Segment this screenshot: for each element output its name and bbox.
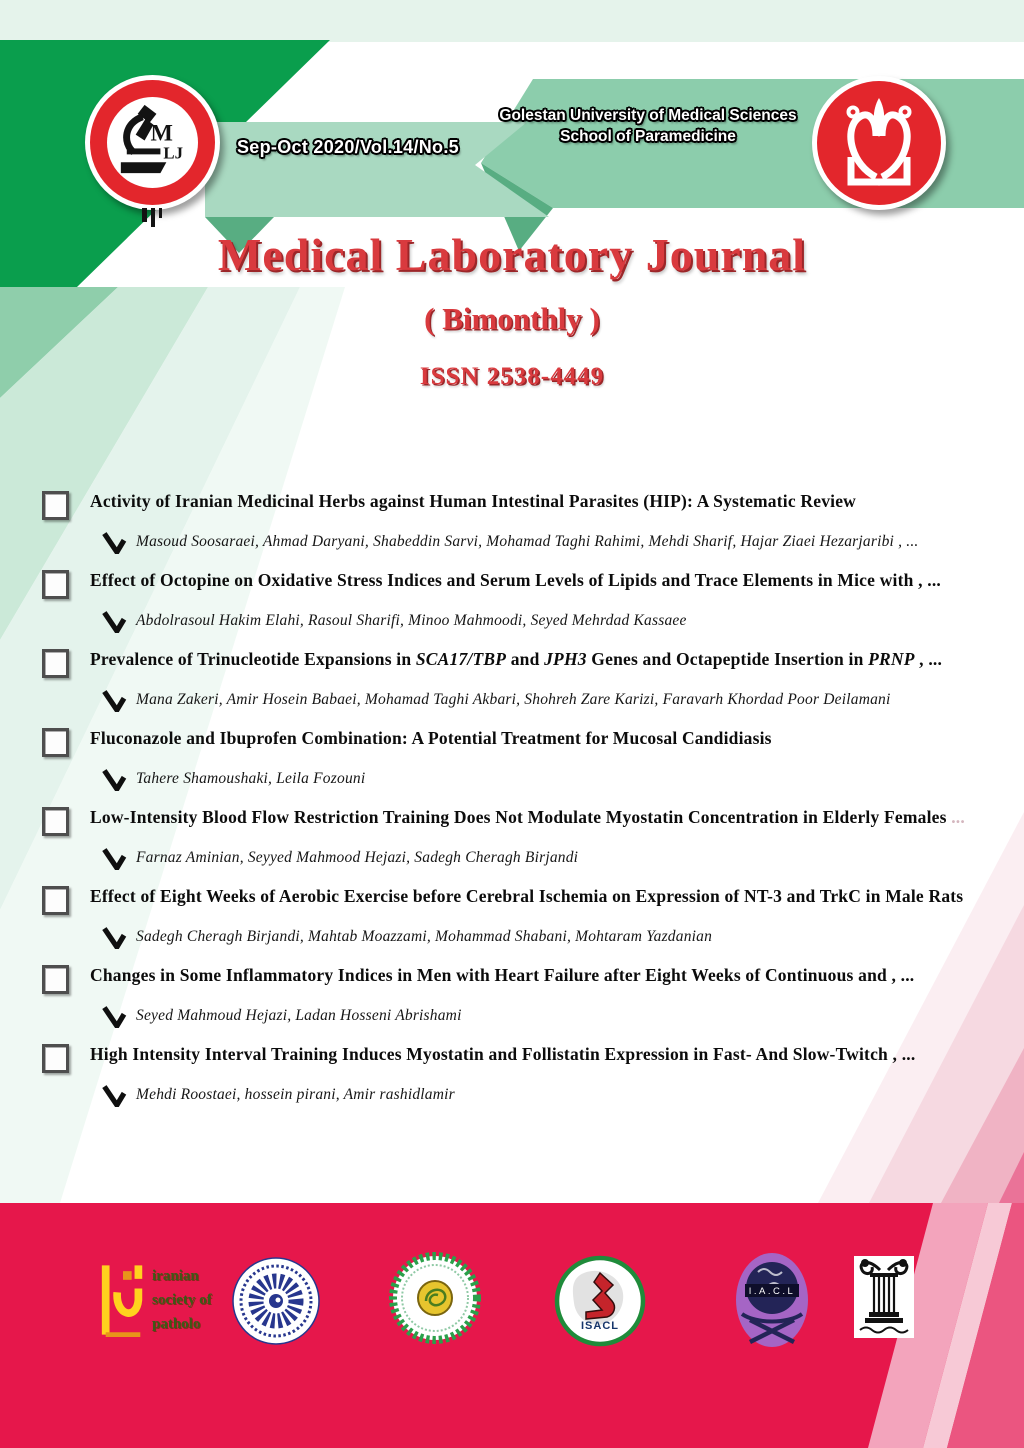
golestan-emblem-icon bbox=[817, 81, 941, 205]
isacl-seal bbox=[554, 1255, 646, 1352]
pathology-text-line3: patholo bbox=[152, 1316, 201, 1332]
article-row bbox=[40, 647, 1018, 726]
university-line1: Golestan University of Medical Sciences bbox=[499, 107, 797, 124]
article-title: Effect of Octopine on Oxidative Stress Indices and Serum Levels of Lipids and Trace Elements in Mice with , ... bbox=[90, 570, 942, 590]
article-title: Prevalence of Trinucleotide Expansions in SCA17/TBP and JPH3 Genes and Octapeptide Insertion in PRNP , ... bbox=[90, 649, 943, 669]
article-row bbox=[40, 726, 1018, 805]
university-line2: School of Paramedicine bbox=[560, 128, 736, 145]
ornate-green-seal bbox=[388, 1251, 482, 1350]
article-title: Effect of Eight Weeks of Aerobic Exercise before Cerebral Ischemia on Expression of NT-3 and TrkC in Male Rats bbox=[90, 886, 964, 906]
checkmark-icon bbox=[102, 608, 127, 633]
mlj-logo-inner-disc bbox=[107, 97, 198, 188]
svg-text:M: M bbox=[150, 120, 173, 147]
column-emblem-icon bbox=[854, 1256, 914, 1338]
iacl-label: I.A.C.L bbox=[748, 1286, 796, 1297]
issn-number: ISSN 2538-4449 bbox=[419, 363, 605, 390]
article-title: Changes in Some Inflammatory Indices in Men with Heart Failure after Eight Weeks of Continuous and , ... bbox=[90, 965, 915, 985]
pathology-text-line2: society of bbox=[152, 1292, 212, 1308]
article-authors: Tahere Shamoushaki, Leila Fozouni bbox=[136, 769, 366, 787]
parasitology-society-seal bbox=[231, 1256, 321, 1351]
checkbox-icon[interactable] bbox=[42, 728, 69, 757]
checkmark-icon bbox=[102, 924, 127, 949]
university-name bbox=[490, 105, 806, 147]
isacl-seal-icon bbox=[554, 1255, 646, 1347]
article-row bbox=[40, 568, 1018, 647]
article-row bbox=[40, 963, 1018, 1042]
checkbox-icon[interactable] bbox=[42, 491, 69, 520]
article-row bbox=[40, 489, 1018, 568]
checkbox-icon[interactable] bbox=[42, 649, 69, 678]
checkbox-icon[interactable] bbox=[42, 965, 69, 994]
golestan-university-logo bbox=[812, 76, 946, 210]
article-row bbox=[40, 1042, 1018, 1121]
article-title: Fluconazole and Ibuprofen Combination: A Potential Treatment for Mucosal Candidiasis bbox=[90, 728, 772, 748]
article-authors: Abdolrasoul Hakim Elahi, Rasoul Sharifi, Minoo Mahmoodi, Seyed Mehrdad Kassaee bbox=[136, 611, 687, 629]
article-list bbox=[40, 489, 1018, 1121]
article-authors: Mana Zakeri, Amir Hosein Babaei, Mohamad Taghi Akbari, Shohreh Zare Karizi, Faravarh Khordad Poor Deilamani bbox=[136, 690, 891, 708]
iacl-seal-icon bbox=[734, 1251, 810, 1349]
checkmark-icon bbox=[102, 845, 127, 870]
article-authors: Masoud Soosaraei, Ahmad Daryani, Shabeddin Sarvi, Mohamad Taghi Rahimi, Mehdi Sharif, Hajar Ziaei Hezarjaribi , ... bbox=[136, 532, 919, 550]
frequency-label: ( Bimonthly ) bbox=[424, 301, 600, 336]
article-authors: Farnaz Aminian, Seyyed Mahmood Hejazi, Sadegh Cheragh Birjandi bbox=[136, 848, 579, 866]
checkmark-icon bbox=[102, 766, 127, 791]
pathology-text-line1: iranian bbox=[152, 1268, 199, 1284]
checkbox-icon[interactable] bbox=[42, 807, 69, 836]
checkmark-icon bbox=[102, 1003, 127, 1028]
column-emblem bbox=[854, 1256, 914, 1338]
mlj-logo-red-disc bbox=[90, 80, 215, 205]
journal-title: Medical Laboratory Journal bbox=[217, 229, 807, 280]
article-title: Low-Intensity Blood Flow Restriction Training Does Not Modulate Myostatin Concentration in Elderly Females ... bbox=[90, 807, 965, 827]
parasitology-seal-icon bbox=[231, 1256, 321, 1346]
checkbox-icon[interactable] bbox=[42, 1044, 69, 1073]
article-authors: Seyed Mahmoud Hejazi, Ladan Hosseni Abrishami bbox=[136, 1006, 462, 1024]
article-authors: Mehdi Roostaei, hossein pirani, Amir rashidlamir bbox=[136, 1085, 455, 1103]
checkmark-icon bbox=[102, 1082, 127, 1107]
checkbox-icon[interactable] bbox=[42, 886, 69, 915]
golestan-logo-red-disc bbox=[817, 81, 941, 205]
article-title: High Intensity Interval Training Induces Myostatin and Follistatin Expression in Fast- And Slow-Twitch , ... bbox=[90, 1044, 916, 1064]
checkmark-icon bbox=[102, 687, 127, 712]
isacl-label: ISACL bbox=[581, 1320, 619, 1332]
pathology-calligraphy-icon bbox=[98, 1258, 148, 1342]
article-row bbox=[40, 805, 1018, 884]
checkbox-icon[interactable] bbox=[42, 570, 69, 599]
mlj-journal-logo bbox=[85, 75, 220, 210]
ornate-seal-icon bbox=[388, 1251, 482, 1345]
microscope-icon bbox=[107, 97, 198, 188]
mlj-logo-drip-marks bbox=[138, 208, 168, 230]
article-title: Activity of Iranian Medicinal Herbs against Human Intestinal Parasites (HIP): A Systematic Review bbox=[90, 491, 857, 511]
article-authors: Sadegh Cheragh Birjandi, Mahtab Moazzami, Mohammad Shabani, Mohtaram Yazdanian bbox=[136, 927, 713, 945]
issue-info: Sep-Oct 2020/Vol.14/No.5 bbox=[237, 137, 459, 157]
checkmark-icon bbox=[102, 529, 127, 554]
article-row bbox=[40, 884, 1018, 963]
svg-text:LJ: LJ bbox=[163, 143, 183, 163]
iacl-seal bbox=[734, 1251, 810, 1354]
